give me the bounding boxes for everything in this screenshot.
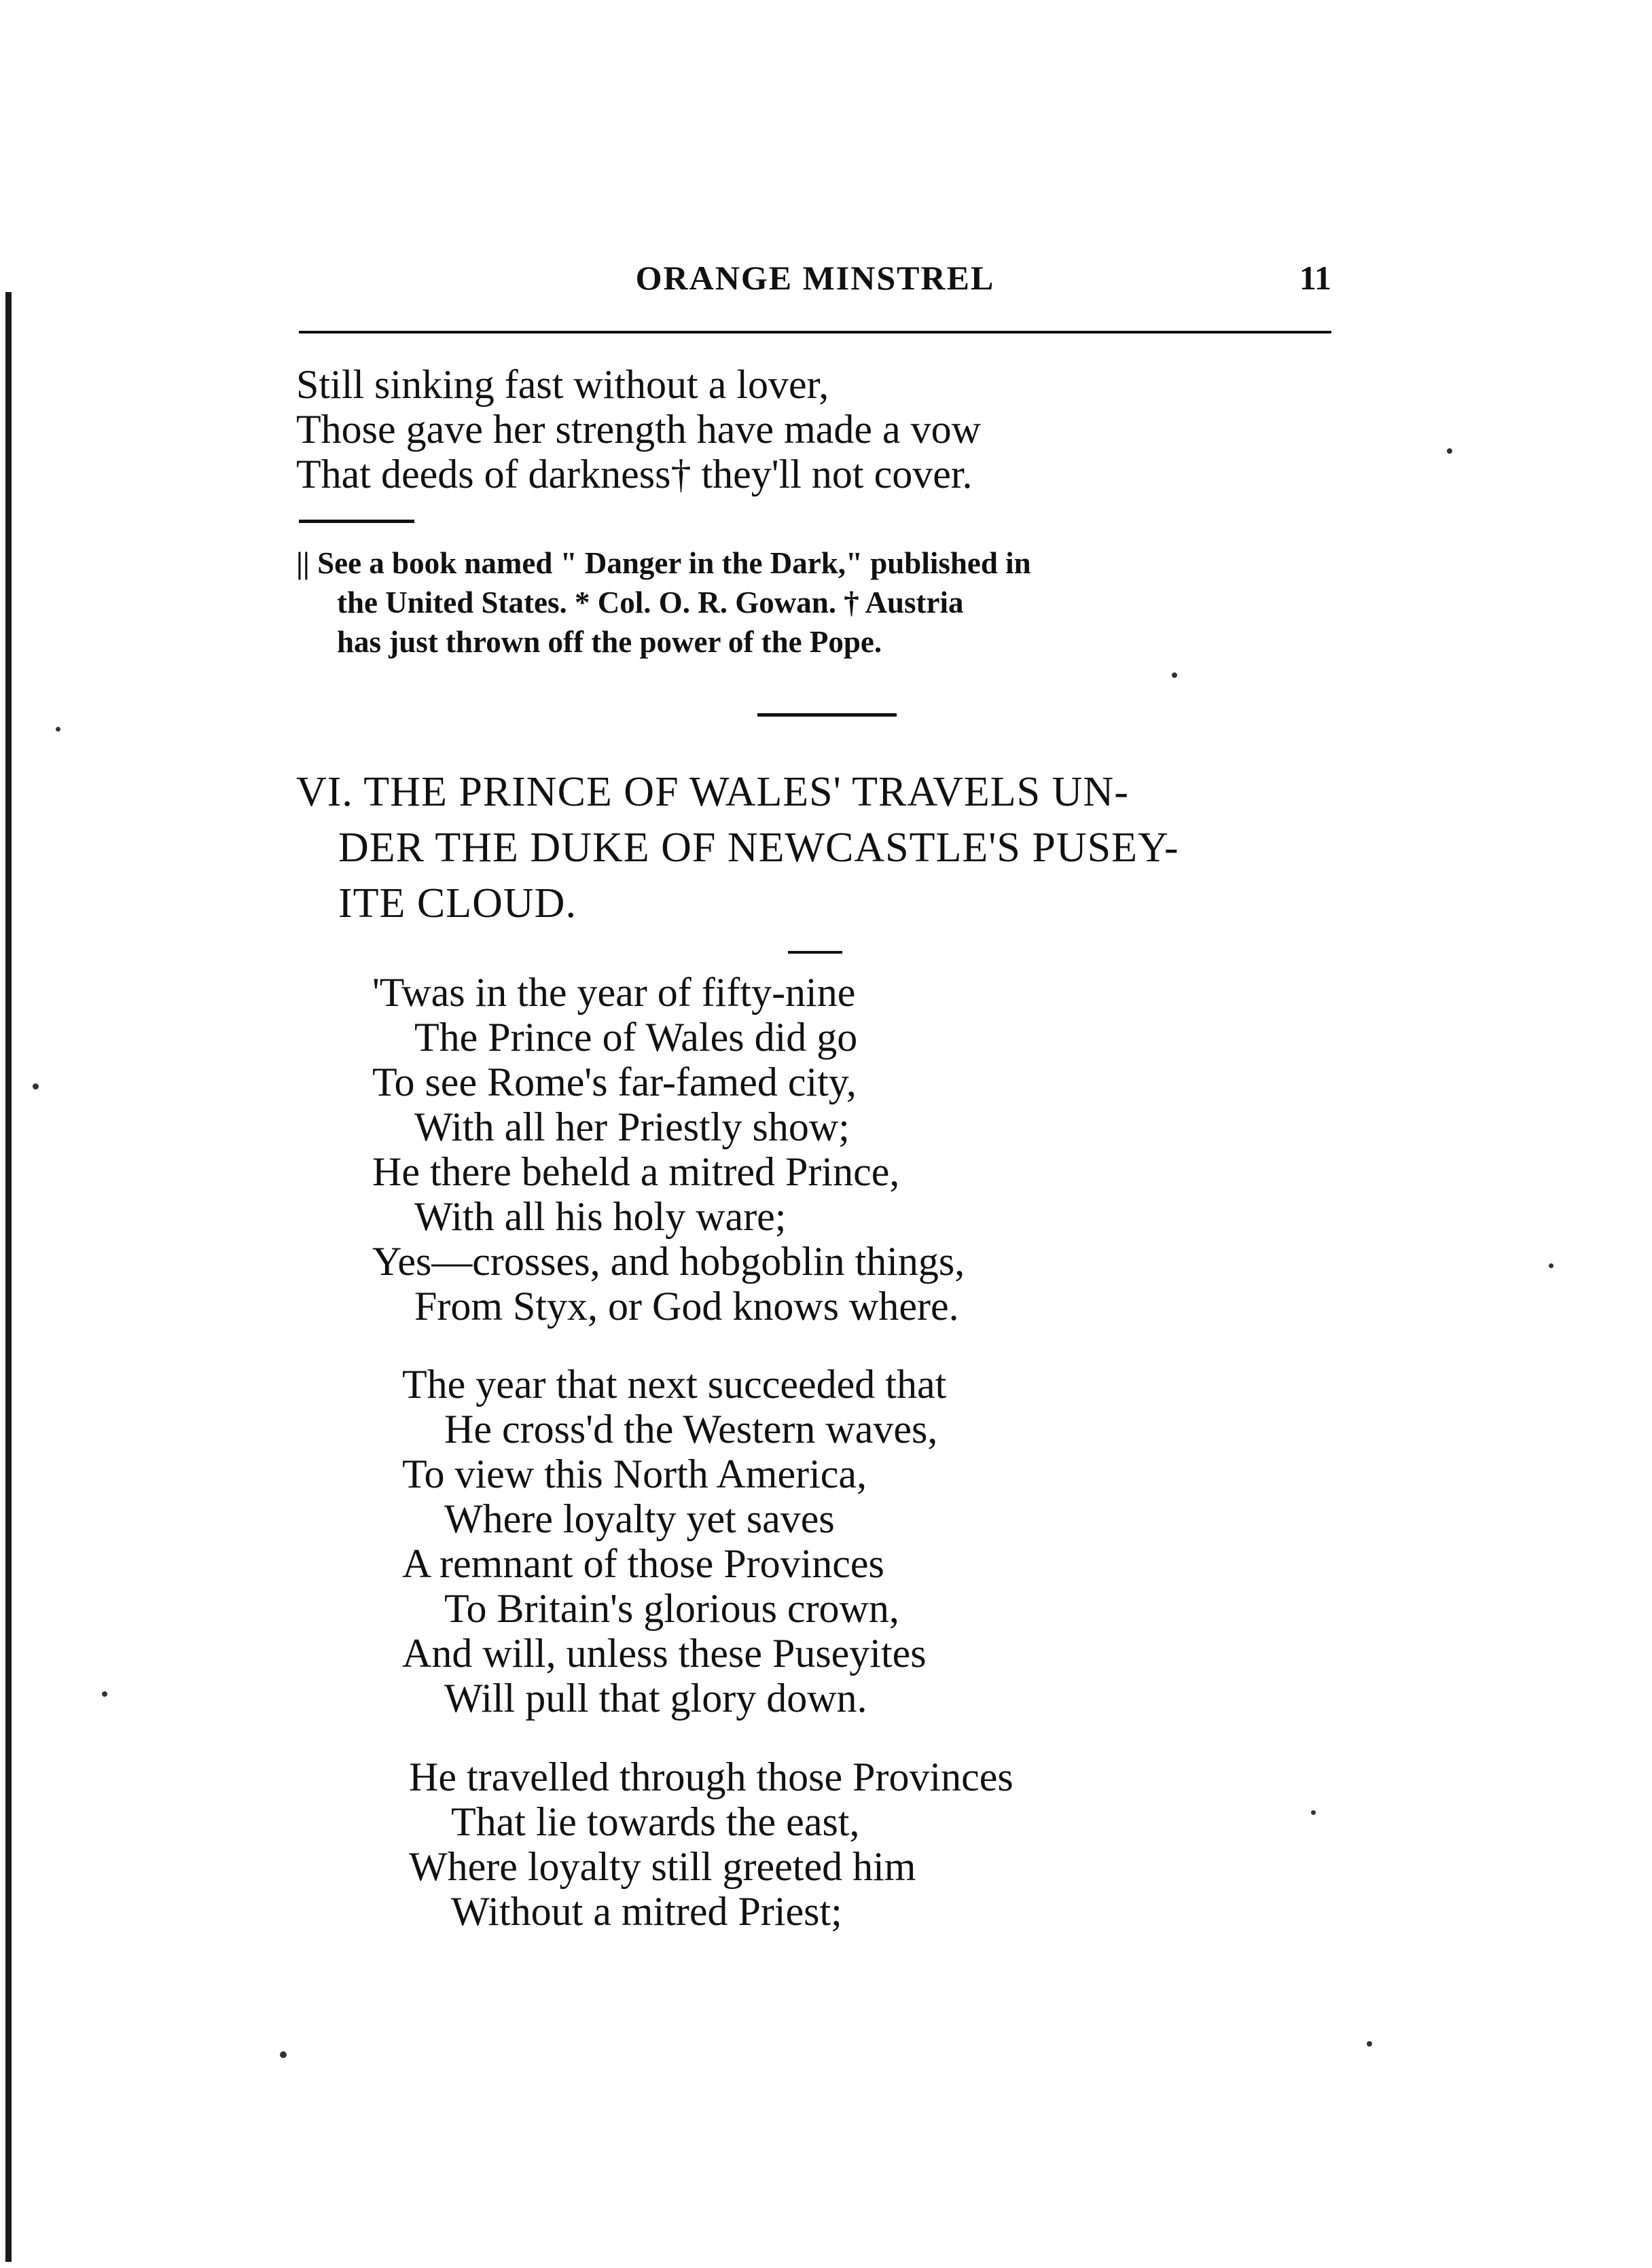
stanza-3 xyxy=(409,1754,1013,1934)
scan-speck xyxy=(102,1691,107,1697)
scan-speck xyxy=(1549,1263,1554,1268)
verse-line: Where loyalty still greeted him xyxy=(409,1844,916,1889)
scan-speck xyxy=(33,1083,39,1090)
scan-speck xyxy=(56,727,60,732)
verse-line: To Britain's glorious crown, xyxy=(444,1586,899,1631)
heading-line: DER THE DUKE OF NEWCASTLE'S PUSEY- xyxy=(338,825,1179,871)
scan-speck xyxy=(1367,2041,1372,2047)
verse-line: Without a mitred Priest; xyxy=(451,1889,842,1934)
footnote-line: || See a book named " Danger in the Dark," published in xyxy=(296,546,1031,580)
scan-speck xyxy=(1172,672,1177,678)
footnote-rule xyxy=(299,520,414,523)
running-head xyxy=(299,258,1331,306)
verse-line: That deeds of darkness† they'll not cover. xyxy=(296,452,973,497)
page-number: 11 xyxy=(1299,259,1331,297)
verse-line: To view this North America, xyxy=(402,1452,867,1496)
footnote xyxy=(296,543,1356,662)
verse-line: The Prince of Wales did go xyxy=(414,1015,858,1060)
heading-dash xyxy=(788,951,842,954)
footnote-line: the United States. * Col. O. R. Gowan. † Austria xyxy=(337,586,964,619)
verse-line: To see Rome's far-famed city, xyxy=(372,1060,857,1104)
top-stanza xyxy=(296,362,981,497)
heading-line: ITE CLOUD. xyxy=(338,880,577,926)
verse-line: Yes—crosses, and hobgoblin things, xyxy=(372,1239,965,1284)
section-divider xyxy=(757,713,897,717)
page-edge xyxy=(5,292,12,2262)
stanza-2 xyxy=(402,1362,946,1721)
verse-line: He travelled through those Provinces xyxy=(409,1754,1013,1799)
scan-speck xyxy=(1447,448,1452,454)
verse-line: And will, unless these Puseyites xyxy=(402,1631,927,1676)
running-title: ORANGE MINSTREL xyxy=(635,259,995,297)
verse-line: From Styx, or God knows where. xyxy=(414,1284,959,1329)
verse-line: A remnant of those Provinces xyxy=(402,1541,884,1586)
verse-line: He cross'd the Western waves, xyxy=(444,1407,938,1452)
footnote-line: has just thrown off the power of the Pope. xyxy=(337,625,882,659)
verse-line: That lie towards the east, xyxy=(451,1799,860,1844)
stanza-1 xyxy=(372,970,965,1329)
verse-line: 'Twas in the year of fifty-nine xyxy=(372,970,856,1015)
verse-line: Where loyalty yet saves xyxy=(444,1496,835,1541)
verse-line: With all her Priestly show; xyxy=(414,1104,850,1149)
verse-line: Will pull that glory down. xyxy=(444,1676,867,1721)
verse-line: Those gave her strength have made a vow xyxy=(296,407,981,452)
verse-line: With all his holy ware; xyxy=(414,1194,787,1239)
scan-speck xyxy=(280,2051,287,2058)
scan-speck xyxy=(1311,1810,1316,1815)
section-heading xyxy=(296,764,1356,931)
heading-line: VI. THE PRINCE OF WALES' TRAVELS UN- xyxy=(296,769,1129,815)
verse-line: The year that next succeeded that xyxy=(402,1362,947,1407)
verse-line: He there beheld a mitred Prince, xyxy=(372,1149,900,1194)
verse-line: Still sinking fast without a lover, xyxy=(296,362,829,407)
header-rule xyxy=(299,331,1331,334)
